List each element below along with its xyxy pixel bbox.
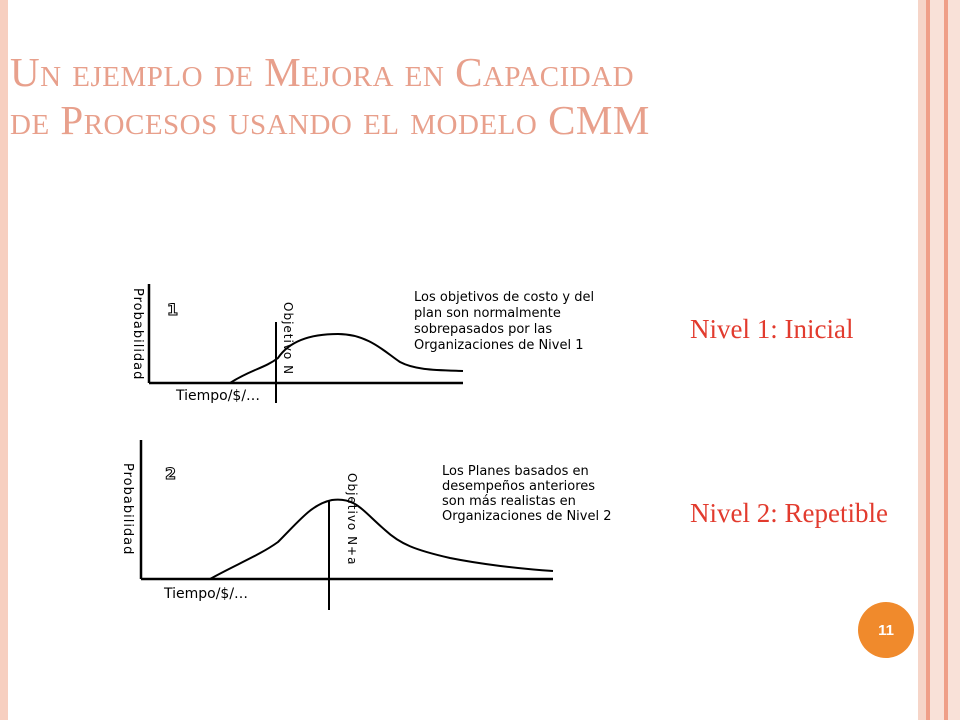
diagram-level-1 (130, 284, 598, 404)
diagram-2-target-label: Objetivo N+a (345, 473, 359, 566)
slide-title-line-1: Un ejemplo de Mejora en Capacidad (10, 49, 635, 95)
diagram-1-y-axis-label: Probabilidad (130, 288, 145, 381)
cmm-capability-diagram (100, 270, 680, 620)
slide-title (10, 48, 890, 144)
slide-title-line-2: de Procesos usando el modelo CMM (10, 97, 650, 143)
diagram-2-note-line: desempeños anteriores (442, 479, 596, 494)
diagram-1-number: 1 (167, 300, 179, 319)
diagram-1-x-axis-label: Tiempo/$/… (176, 388, 261, 404)
diagram-1-note-line: Los objetivos de costo y del (414, 290, 595, 305)
diagram-1-target-label: Objetivo N (281, 302, 295, 376)
right-border-stripes (918, 0, 960, 720)
diagram-1-note-line: sobrepasados por las (414, 322, 553, 337)
diagram-2-number: 2 (165, 464, 177, 483)
diagram-2-x-axis-label: Tiempo/$/… (164, 586, 249, 602)
level-1-label: Nivel 1: Inicial (690, 314, 854, 344)
diagram-2-note-line: Organizaciones de Nivel 2 (442, 509, 612, 524)
left-border-stripe (0, 0, 8, 720)
page-number-badge (858, 602, 914, 658)
diagram-level-2 (120, 440, 612, 610)
level-2-label: Nivel 2: Repetible (690, 498, 888, 528)
diagram-2-note (442, 464, 612, 524)
diagram-1-note (414, 290, 598, 353)
page-number: 11 (878, 621, 894, 639)
diagram-1-note-line: plan son normalmente (414, 306, 561, 321)
diagram-2-note-line: Los Planes basados en (442, 464, 589, 479)
diagram-2-y-axis-label: Probabilidad (120, 463, 135, 556)
diagram-2-note-line: son más realistas en (442, 494, 576, 509)
diagram-1-note-line: Organizaciones de Nivel 1 (414, 338, 584, 353)
